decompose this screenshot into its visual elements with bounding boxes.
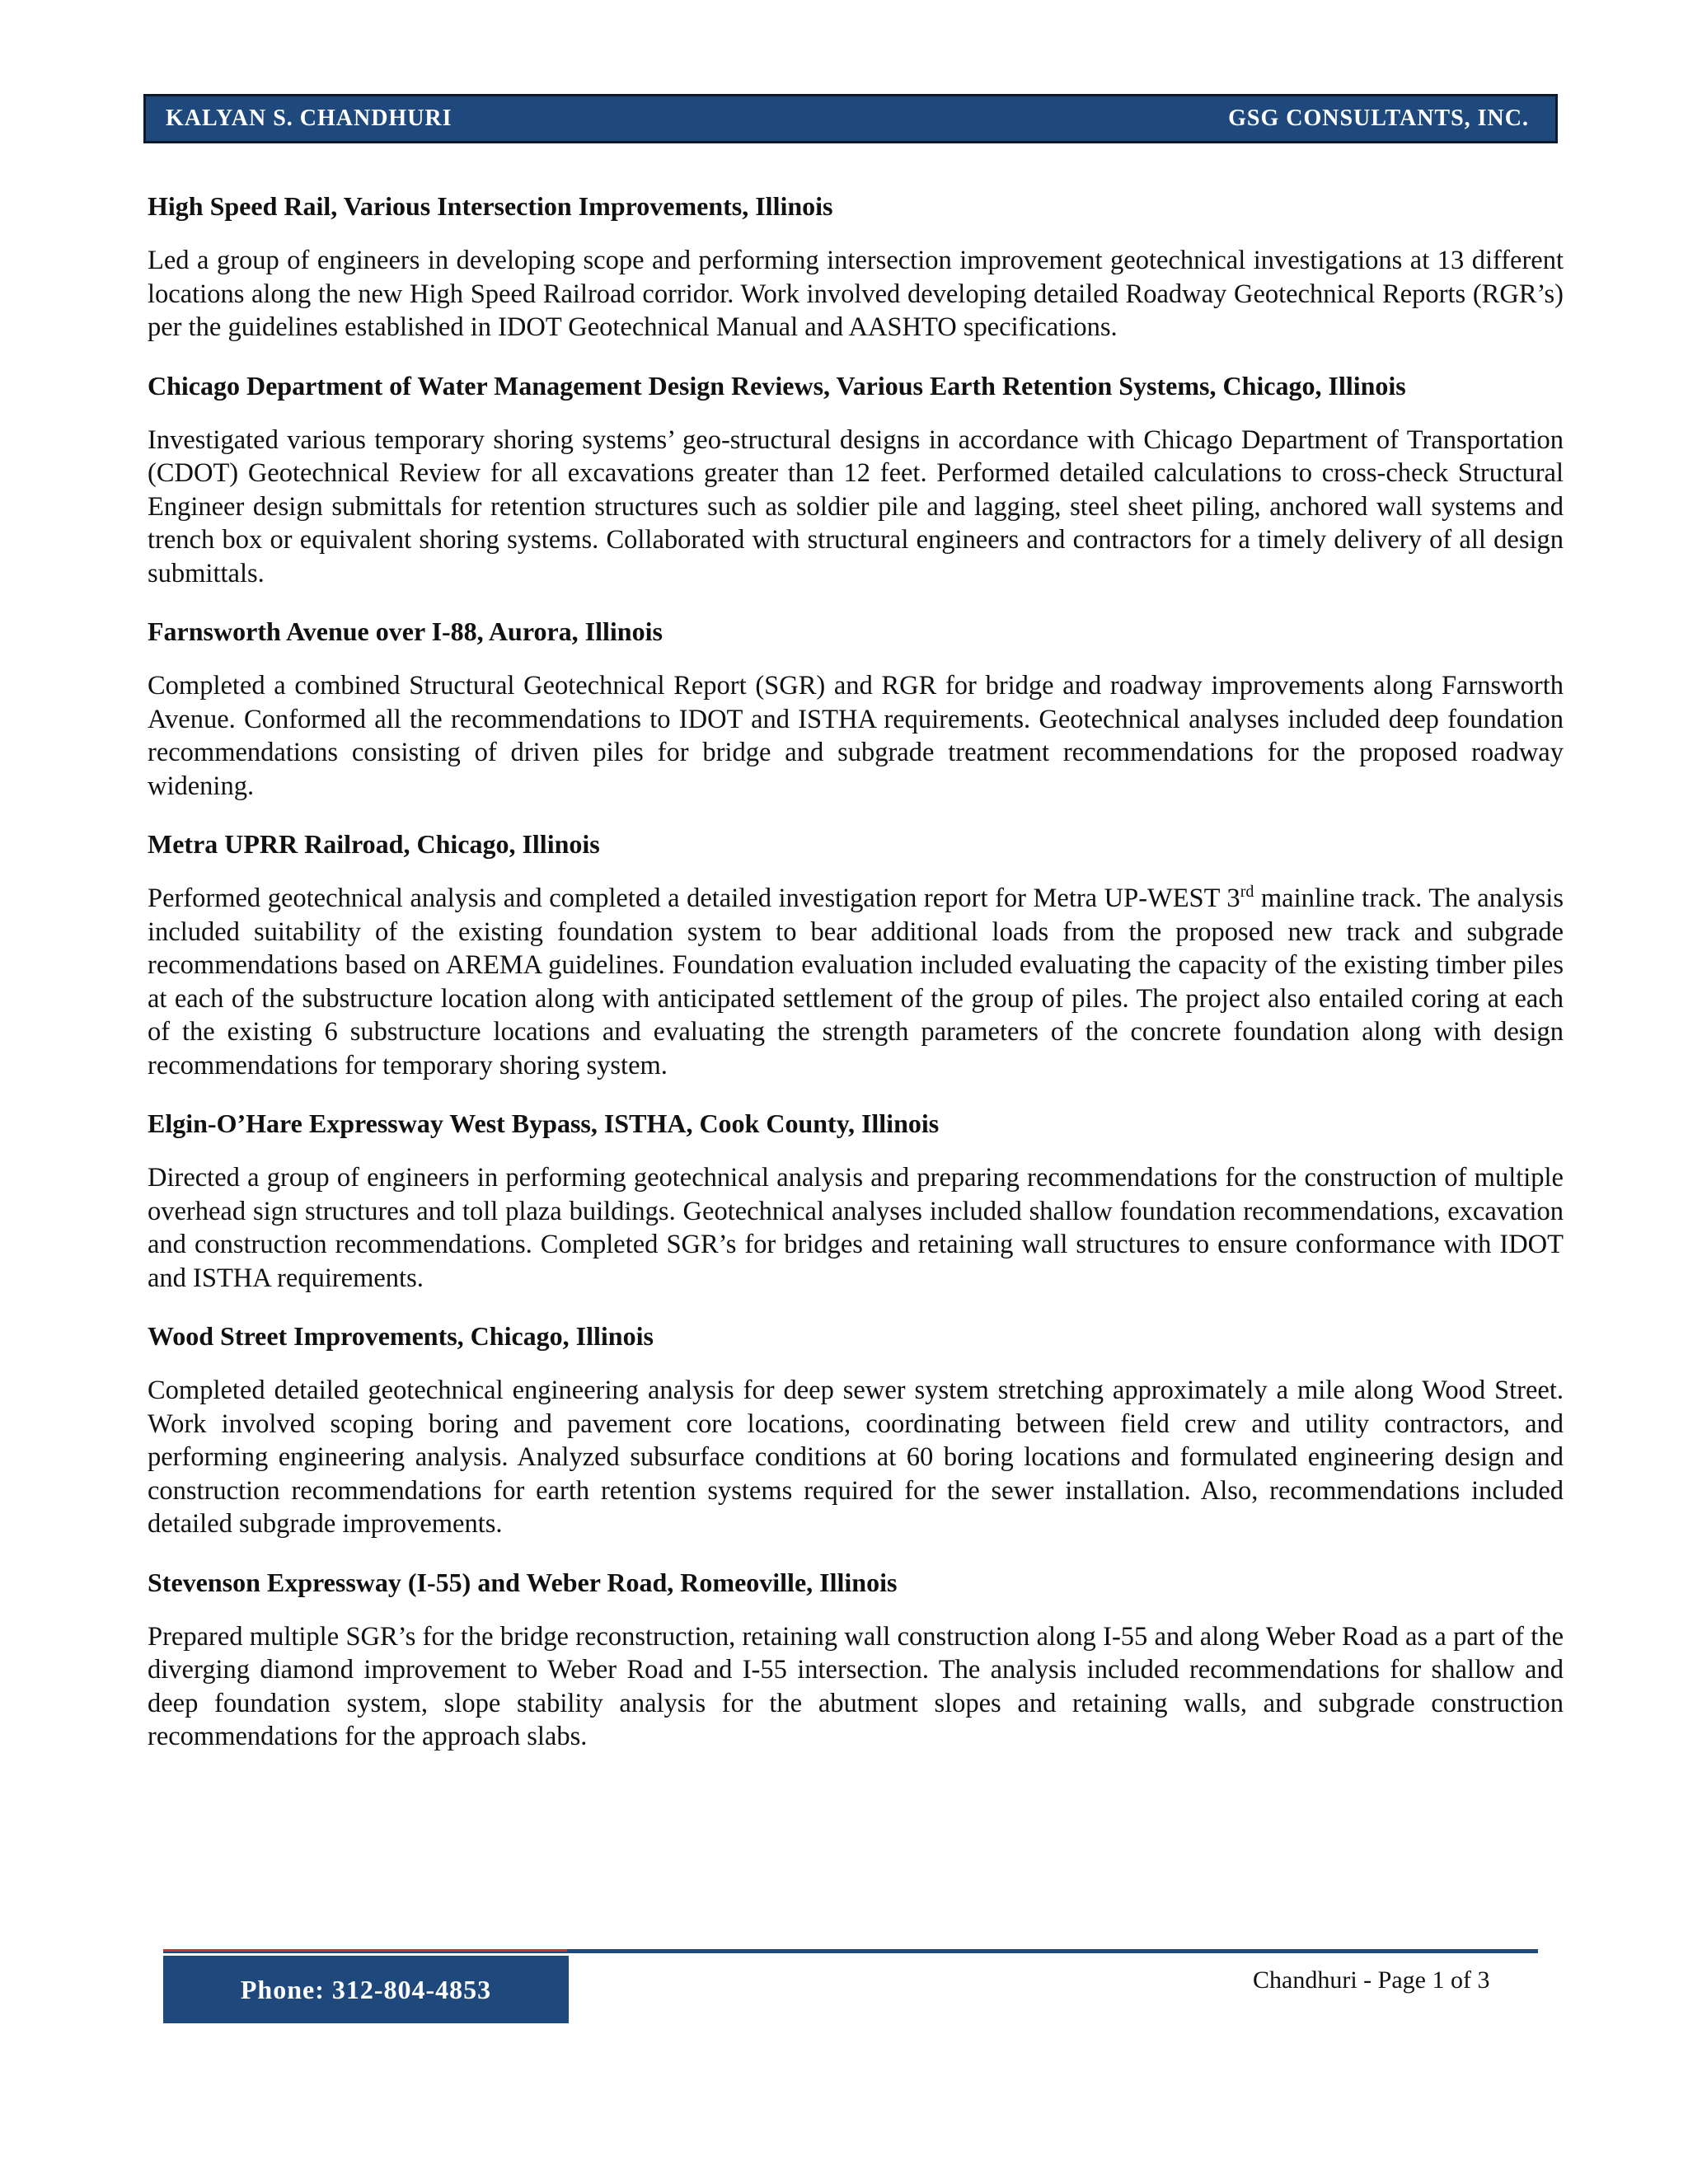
footer-divider <box>163 1949 1538 1953</box>
project-description: Prepared multiple SGR’s for the bridge reconstruction, retaining wall construction along I-55 and along Weber Road as a part of the diverging diamond improvement to Weber Road and I-55 intersection. The analysis included recommendations for shallow and deep foundation system, slope stability analysis for the abutment slopes and retaining walls, and subgrade construction recommendations for the approach slabs. <box>148 1621 1564 1751</box>
project-description: Completed detailed geotechnical engineering analysis for deep sewer system stretching approximately a mile along Wood Street. Work involved scoping boring and pavement core locations, coordinating between field crew and utility contractors, and performing engineering analysis. Analyzed subsurface conditions at 60 boring locations and formulated engineering design and construction recommendations for earth retention systems required for the sewer installation. Also, recommendations included detailed subgrade improvements. <box>148 1376 1564 1539</box>
project-title: Chicago Department of Water Management Design Reviews, Various Earth Retention Systems, Chicago, Illinois <box>148 370 1406 401</box>
project-title: Farnsworth Avenue over I-88, Aurora, Illinois <box>148 616 663 646</box>
project-title: High Speed Rail, Various Intersection Improvements, Illinois <box>148 191 833 221</box>
project-item <box>148 1566 1564 1754</box>
project-title: Wood Street Improvements, Chicago, Illinois <box>148 1321 654 1351</box>
project-item <box>148 827 1564 1082</box>
project-item <box>148 615 1564 803</box>
project-description: Completed a combined Structural Geotechnical Report (SGR) and RGR for bridge and roadway improvements along Farnsworth Avenue. Conformed all the recommendations to IDOT and ISTHA requirements. Geotechnical analyses included deep foundation recommendations consisting of driven piles for bridge and subgrade treatment recommendations for the proposed roadway widening. <box>148 671 1564 801</box>
project-description: Investigated various temporary shoring systems’ geo-structural designs in accordance with Chicago Department of Transportation (CDOT) Geotechnical Review for all excavations greater than 12 feet. Performed detailed calculations to cross-check Structural Engineer design submittals for retention structures such as soldier pile and lagging, steel sheet piling, anchored wall systems and trench box or equivalent shoring systems. Collaborated with structural engineers and contractors for a timely delivery of all design submittals. <box>148 424 1564 588</box>
footer-phone: Phone: 312-804-4853 <box>163 1956 569 2023</box>
header-company: GSG CONSULTANTS, INC. <box>1228 105 1529 131</box>
header-name: KALYAN S. CHANDHURI <box>166 105 452 131</box>
project-item <box>148 1319 1564 1541</box>
ordinal-suffix: rd <box>1240 883 1254 902</box>
project-title: Stevenson Expressway (I-55) and Weber Road, Romeoville, Illinois <box>148 1567 898 1597</box>
project-description-start: Performed geotechnical analysis and completed a detailed investigation report for Metra UP-WEST 3 <box>148 883 1240 913</box>
project-title: Metra UPRR Railroad, Chicago, Illinois <box>148 829 600 859</box>
footer-page-number: Chandhuri - Page 1 of 3 <box>1253 1966 1490 1994</box>
project-item <box>148 1107 1564 1295</box>
header-bar <box>143 94 1558 143</box>
project-description <box>148 882 1564 1082</box>
footer-divider-accent <box>163 1949 567 1952</box>
project-description: Led a group of engineers in developing scope and performing intersection improvement geotechnical investigations at 13 different locations along the new High Speed Railroad corridor. Work involved developing detailed Roadway Geotechnical Reports (RGR’s) per the guidelines established in IDOT Geotechnical Manual and AASHTO specifications. <box>148 246 1564 342</box>
project-item <box>148 369 1564 591</box>
project-description-rest: mainline track. The analysis included suitability of the existing foundation system to bear additional loads from the proposed new track and subgrade recommendations based on AREMA guidelines. Foundation evaluation included evaluating the capacity of the existing timber piles at each of the substructure location along with anticipated settlement of the group of piles. The project also entailed coring at each of the existing 6 substructure locations and evaluating the strength parameters of the concrete foundation along with design recommendations for temporary shoring system. <box>148 883 1564 1080</box>
project-description: Directed a group of engineers in performing geotechnical analysis and preparing recommendations for the construction of multiple overhead sign structures and toll plaza buildings. Geotechnical analyses included shallow foundation recommendations, excavation and construction recommendations. Completed SGR’s for bridges and retaining wall structures to ensure conformance with IDOT and ISTHA requirements. <box>148 1163 1564 1293</box>
project-list <box>148 190 1564 1779</box>
project-item <box>148 190 1564 344</box>
project-title: Elgin-O’Hare Expressway West Bypass, ISTHA, Cook County, Illinois <box>148 1108 940 1138</box>
